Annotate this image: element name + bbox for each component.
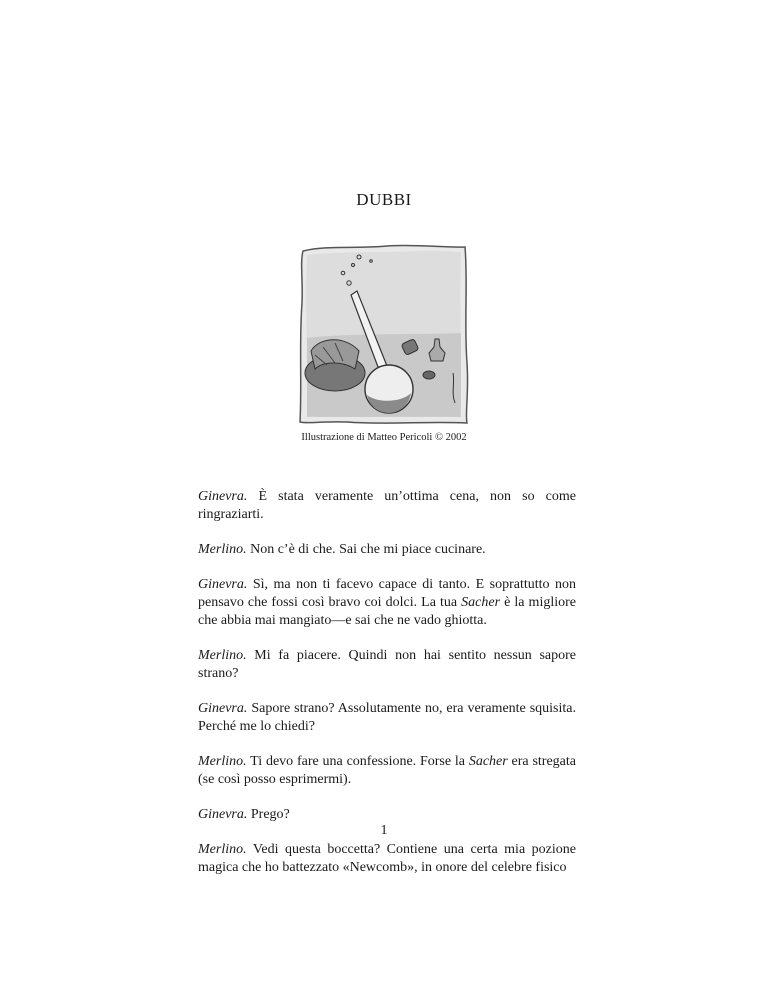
dialogue-line	[198, 488, 576, 524]
line-text: Sì, ma non ti facevo capace di tanto. E soprattutto non pensavo che fossi così bravo coi dolci. La tua	[198, 577, 576, 610]
speaker-name: Merlino.	[198, 542, 247, 557]
page-number: 1	[380, 823, 388, 838]
illustration-caption: Illustrazione di Matteo Pericoli © 2002	[301, 432, 467, 443]
dialogue-line	[198, 700, 576, 736]
line-text: era stregata (se così posso esprimermi).	[198, 754, 576, 787]
line-text: Mi fa piacere. Quindi non hai sentito nessun sapore strano?	[198, 648, 576, 681]
dialogue-line	[198, 841, 576, 877]
line-text: Non c’è di che. Sai che mi piace cucinare.	[246, 542, 486, 557]
emphasis-text: Sacher	[461, 595, 501, 610]
speaker-name: Ginevra.	[198, 489, 248, 504]
line-text: è la migliore che abbia mai mangiato—e sai che ne vado ghiotta.	[198, 595, 576, 628]
line-text: Ti devo fare una confessione. Forse la	[246, 754, 469, 769]
speaker-name: Ginevra.	[198, 577, 248, 592]
line-text: Vedi questa boccetta? Contiene una certa mia pozione magica che ho battezzato «Newcomb», in onore del celebre fisico	[198, 842, 576, 875]
speaker-name: Merlino.	[198, 754, 247, 769]
speaker-name: Merlino.	[198, 648, 247, 663]
emphasis-text: Sacher	[468, 754, 508, 769]
dialogue-line	[198, 576, 576, 630]
dialogue-line	[198, 753, 576, 789]
speaker-name: Ginevra.	[198, 807, 248, 822]
line-text: Prego?	[247, 807, 290, 822]
speaker-name: Merlino.	[198, 842, 247, 857]
dialogue-line	[198, 541, 576, 559]
page-title: DUBBI	[356, 190, 412, 209]
line-text: È stata veramente un’ottima cena, non so come ringraziarti.	[198, 489, 576, 522]
line-text: Sapore strano? Assolutamente no, era veramente squisita. Perché me lo chiedi?	[198, 701, 576, 734]
flask-illustration	[297, 243, 470, 426]
dialogue-line	[198, 647, 576, 683]
speaker-name: Ginevra.	[198, 701, 248, 716]
dialogue-line	[198, 806, 576, 824]
